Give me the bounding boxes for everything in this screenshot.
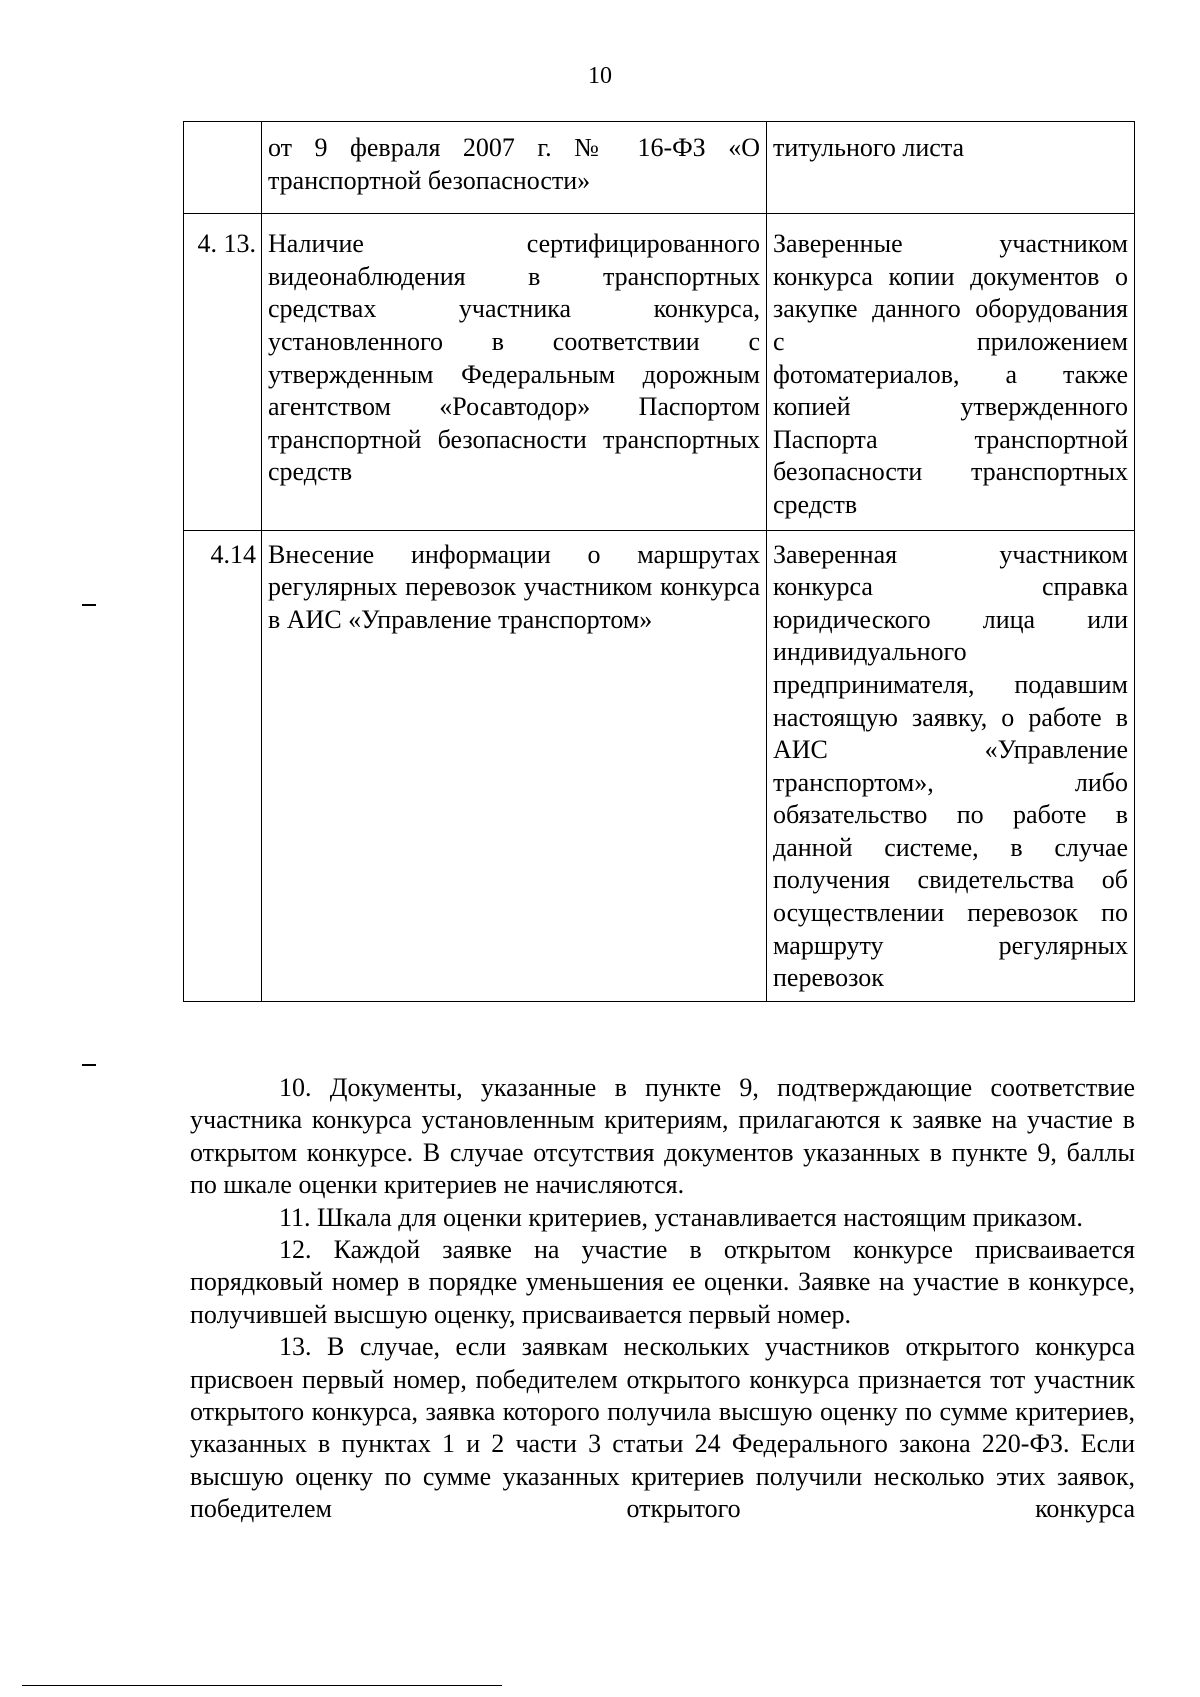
table-row <box>184 214 1135 530</box>
margin-mark <box>82 604 96 606</box>
row-number <box>184 122 262 214</box>
table-row <box>184 530 1135 1001</box>
criterion-cell: от 9 февраля 2007 г. № 16-ФЗ «О транспортной безопасности» <box>262 122 767 214</box>
criterion-cell: Внесение информации о маршрутах регулярных перевозок участником конкурса в АИС «Управление транспортом» <box>262 530 767 1001</box>
margin-mark <box>82 1064 96 1066</box>
body-text <box>190 1072 1135 1526</box>
table-row <box>184 122 1135 214</box>
row-number: 4.14 <box>184 530 262 1001</box>
criterion-cell: Наличие сертифицированного видеонаблюдения в транспортных средствах участника конкурса, установленного в соответствии с утвержденным Федеральным дорожным агентством «Росавтодор» Паспортом транспортной безопасности транспортных средств <box>262 214 767 530</box>
paragraph-12: 12. Каждой заявке на участие в открытом конкурсе присваивается порядковый номер в порядке уменьшения ее оценки. Заявке на участие в конкурсе, получившей высшую оценку, присваивается первый номер. <box>190 1235 1135 1329</box>
paragraph-13: 13. В случае, если заявкам нескольких участников открытого конкурса присвоен первый номер, победителем открытого конкурса признается тот участник открытого конкурса, заявка которого получила высшую оценку по сумме критериев, указанных в пунктах 1 и 2 части 3 статьи 24 Федерального закона 220-ФЗ. Если высшую оценку по сумме указанных критериев получили несколько этих заявок, победителем открытого конкурса <box>190 1332 1135 1524</box>
criteria-table <box>183 121 1135 1002</box>
documents-cell: Заверенные участником конкурса копии документов о закупке данного оборудования с приложением фотоматериалов, а также копией утвержденного Паспорта транспортной безопасности транспортных средств <box>767 214 1135 530</box>
documents-cell: Заверенная участником конкурса справка юридического лица или индивидуального предпринимателя, подавшим настоящую заявку, о работе в АИС «Управление транспортом», либо обязательство по работе в данной системе, в случае получения свидетельства об осуществлении перевозок по маршруту регулярных перевозок <box>767 530 1135 1001</box>
paragraph-11: 11. Шкала для оценки критериев, устанавливается настоящим приказом. <box>279 1202 1083 1232</box>
page-number: 10 <box>588 63 612 89</box>
documents-cell: титульного листа <box>767 122 1135 214</box>
paragraph-10: 10. Документы, указанные в пункте 9, подтверждающие соответствие участника конкурса установленным критериям, прилагаются к заявке на участие в открытом конкурсе. В случае отсутствия документов указанных в пункте 9, баллы по шкале оценки критериев не начисляются. <box>190 1073 1135 1200</box>
row-number: 4. 13. <box>184 214 262 530</box>
footnote-rule <box>22 1685 502 1686</box>
